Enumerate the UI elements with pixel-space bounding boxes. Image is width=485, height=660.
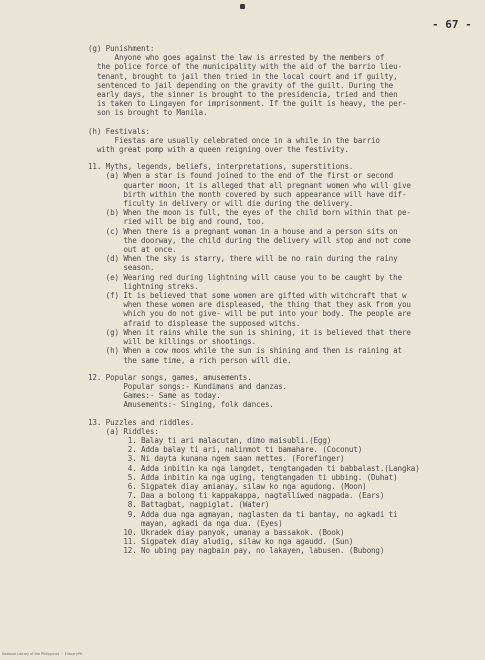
text-line: with great pomp with a queen reigning over the festivity.: [88, 145, 349, 155]
text-line: Amusements:- Singing, folk dances.: [88, 400, 274, 410]
riddle-line: 7. Daa a bolong ti kappakappa, nagtalliwed nagpada. (Ears): [88, 491, 385, 501]
section-myths: [88, 162, 460, 364]
page-body: [88, 44, 460, 556]
text-line: ried will be big and round, too.: [88, 217, 265, 227]
riddle-line: 10. Ukradek diay panyok, umanay a bassakok. (Book): [88, 527, 345, 537]
text-line: Games:- Same as today.: [88, 391, 221, 401]
section-heading: (g) Punishment:: [88, 44, 155, 53]
riddle-line: 9. Adda dua nga agmayan, naglasten da ti bantay, no agkadi ti: [88, 509, 398, 519]
text-line: (f) It is believed that some women are gifted with witchcraft that w: [88, 291, 407, 301]
text-line: the doorway, the child during the delivery will stop and not come: [88, 235, 411, 245]
riddle-line: 2. Adda balay ti ari, nalinmot ti bamahare. (Coconut): [88, 445, 363, 455]
text-line: birth within the month covered by such appearance will have dif-: [88, 189, 407, 199]
section-heading: 13. Puzzles and riddles.: [88, 417, 195, 427]
text-line: quarter moon, it is alleged that all pregnant women who will give: [88, 180, 411, 190]
text-line: Anyone who goes against the law is arrested by the members of: [88, 53, 385, 63]
text-line: the police force of the municipality with the aid of the barrio lieu-: [88, 62, 402, 72]
riddle-line: mayan, agkadi da nga dua. (Eyes): [88, 518, 283, 528]
text-line: is taken to Lingayen for imprisonment. If the guilt is heavy, the per-: [88, 99, 407, 109]
riddle-line: 5. Adda inbitin ka nga uging, tengtangaden ti ubbing. (Duhat): [88, 472, 398, 482]
text-line: afraid to displease the supposed witchs.: [88, 318, 301, 328]
text-line: (b) When the moon is full, the eyes of the child born within that pe-: [88, 208, 411, 218]
riddle-line: 3. Ni dayta kunana ngem saan mettes. (Forefinger): [88, 454, 345, 464]
text-line: son is brought to Manila.: [88, 108, 208, 118]
section-songs: [88, 373, 460, 410]
section-heading: 12. Popular songs, games, amusements.: [88, 372, 252, 382]
punch-hole-mark: [240, 4, 245, 9]
text-line: (a) When a star is found joined to the end of the first or second: [88, 171, 394, 181]
riddle-line: 11. Sigpatek diay aludig, silaw ko nga agaudd. (Sun): [88, 537, 354, 547]
text-line: (g) When it rains while the sun is shining, it is believed that there: [88, 327, 411, 337]
riddle-line: 12. No ubing pay nagbain pay, no lakayen, labusen. (Bubong): [88, 546, 385, 556]
section-punishment: [88, 44, 460, 118]
section-festivals: [88, 127, 460, 155]
text-line: lightning streks.: [88, 281, 199, 291]
text-line: (d) When the sky is starry, there will be no rain during the rainy: [88, 254, 398, 264]
riddle-line: 4. Adda inbitin ka nga langdet, tengtangaden ti babbalast.(Langka): [88, 463, 420, 473]
text-line: early days, the sinner is brought to the presidencia, tried and then: [88, 90, 398, 100]
riddle-line: 6. Sigpatek diay amianay, silaw ko nga agudong. (Moon): [88, 481, 367, 491]
text-line: out at once.: [88, 245, 177, 255]
text-line: ficulty in delivery or will die during the delivery.: [88, 199, 354, 209]
section-puzzles: [88, 418, 460, 556]
text-line: tenant, brought to jail then tried in the local court and if guilty,: [88, 71, 398, 81]
footer-credit: National Library of the Philippines · ElibraryPH: [2, 651, 83, 656]
section-heading: (h) Festivals:: [88, 126, 150, 136]
text-line: which you do not give- will be put into your body. The people are: [88, 309, 411, 319]
section-heading: 11. Myths, legends, beliefs, interpretations, superstitions.: [88, 162, 354, 172]
text-line: sentenced to jail depending on the gravity of the guilt. During the: [88, 80, 394, 90]
sub-heading: (a) Riddles:: [88, 426, 159, 436]
text-line: the same time, a rich person will die.: [88, 355, 292, 365]
text-line: when these women are displeased, the thing that they ask from you: [88, 300, 411, 310]
page-number: - 67 -: [432, 18, 472, 31]
riddle-line: 8. Battagbat, nagpiglat. (Water): [88, 500, 270, 510]
text-line: will be killings or shootings.: [88, 337, 257, 347]
text-line: Fiestas are usually celebrated once in a while in the barrio: [88, 135, 380, 145]
text-line: Popular songs:- Kundimans and danzas.: [88, 381, 287, 391]
text-line: (e) Wearing red during lightning will cause you to be caught by the: [88, 272, 402, 282]
text-line: season.: [88, 263, 155, 273]
text-line: (c) When there is a pregnant woman in a house and a person sits on: [88, 226, 398, 236]
text-line: (h) When a cow moos while the sun is shining and then is raining at: [88, 346, 402, 356]
riddle-line: 1. Balay ti ari malacutan, dimo maisubli.(Egg): [88, 435, 332, 445]
